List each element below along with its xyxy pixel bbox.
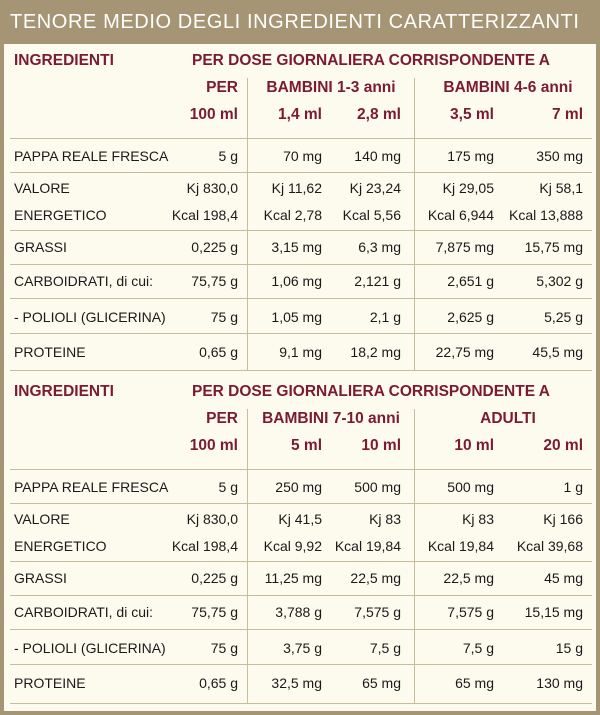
- row-divider: [10, 298, 592, 299]
- row-value: 9,1 mg: [279, 344, 322, 360]
- row-label: GRASSI: [14, 239, 67, 255]
- row-value: 7,5 g: [462, 640, 494, 656]
- dose-header: PER DOSE GIORNALIERA CORRISPONDENTE A: [192, 383, 550, 400]
- column-header-3: 3,5 ml: [450, 106, 494, 123]
- row-divider: [10, 230, 592, 231]
- row-value: 15,75 mg: [524, 239, 583, 255]
- column-header-1: 1,4 ml: [278, 106, 322, 123]
- column-divider: [247, 78, 248, 370]
- row-value: 5,302 g: [536, 273, 583, 289]
- row-value: 22,5 mg: [350, 570, 401, 586]
- row-label: ENERGETICO: [14, 538, 107, 554]
- row-value: Kcal 19,84: [427, 538, 494, 554]
- row-value: 5,25 g: [544, 309, 583, 325]
- row-value: 70 mg: [283, 148, 322, 164]
- row-value: 65 mg: [455, 675, 494, 691]
- group-a-label: BAMBINI 1-3 anni: [266, 79, 396, 96]
- row-value: 2,625 g: [447, 309, 494, 325]
- row-value: Kcal 13,888: [509, 207, 583, 223]
- row-value: 45,5 mg: [532, 344, 583, 360]
- row-value: 22,75 mg: [435, 344, 494, 360]
- row-value: 6,3 mg: [358, 239, 401, 255]
- row-divider: [10, 629, 592, 630]
- row-divider: [10, 595, 592, 596]
- row-value: 65 mg: [362, 675, 401, 691]
- row-value: 75 g: [210, 309, 238, 325]
- row-value: 1 g: [563, 479, 583, 495]
- per-label: PER: [206, 410, 238, 427]
- row-divider: [10, 370, 592, 371]
- per-label: PER: [206, 79, 238, 96]
- row-value: 500 mg: [354, 479, 401, 495]
- table-panel: [4, 44, 596, 711]
- per-unit-label: 100 ml: [189, 106, 238, 123]
- row-value: Kcal 6,944: [427, 207, 494, 223]
- row-label: VALORE: [14, 511, 70, 527]
- row-value: Kj 830,0: [186, 511, 238, 527]
- row-value: Kj 83: [462, 511, 494, 527]
- row-value: 500 mg: [447, 479, 494, 495]
- row-value: 250 mg: [275, 479, 322, 495]
- row-label: - POLIOLI (GLICERINA): [14, 309, 166, 325]
- row-label: - POLIOLI (GLICERINA): [14, 640, 166, 656]
- row-value: 2,651 g: [447, 273, 494, 289]
- row-value: 7,5 g: [369, 640, 401, 656]
- row-divider: [10, 664, 592, 665]
- row-value: Kj 83: [369, 511, 401, 527]
- row-value: Kcal 198,4: [171, 538, 238, 554]
- row-value: 22,5 mg: [443, 570, 494, 586]
- row-value: 75,75 g: [191, 273, 238, 289]
- row-value: 3,788 g: [275, 604, 322, 620]
- row-label: PROTEINE: [14, 344, 86, 360]
- row-value: 1,05 mg: [271, 309, 322, 325]
- row-divider: [10, 561, 592, 562]
- row-value: 2,1 g: [369, 309, 401, 325]
- row-value: Kj 23,24: [349, 180, 401, 196]
- row-label: VALORE: [14, 180, 70, 196]
- row-value: Kj 58,1: [539, 180, 583, 196]
- row-value: 140 mg: [354, 148, 401, 164]
- table-title: TENORE MEDIO DEGLI INGREDIENTI CARATTERIZZANTI: [0, 0, 600, 44]
- row-value: 18,2 mg: [350, 344, 401, 360]
- row-value: Kcal 198,4: [171, 207, 238, 223]
- row-value: 1,06 mg: [271, 273, 322, 289]
- dose-header: PER DOSE GIORNALIERA CORRISPONDENTE A: [192, 52, 550, 69]
- row-value: 15,15 mg: [524, 604, 583, 620]
- row-value: Kcal 2,78: [263, 207, 322, 223]
- row-label: CARBOIDRATI, di cui:: [14, 604, 153, 620]
- row-value: 0,65 g: [199, 675, 238, 691]
- group-b-label: BAMBINI 4-6 anni: [443, 79, 573, 96]
- row-value: 350 mg: [536, 148, 583, 164]
- row-value: 3,75 g: [283, 640, 322, 656]
- row-divider: [10, 264, 592, 265]
- column-header-2: 2,8 ml: [357, 106, 401, 123]
- row-value: 0,65 g: [199, 344, 238, 360]
- ingredients-header: INGREDIENTI: [14, 383, 114, 400]
- column-divider: [414, 78, 415, 370]
- row-label: GRASSI: [14, 570, 67, 586]
- row-value: 2,121 g: [354, 273, 401, 289]
- row-label: PAPPA REALE FRESCA: [14, 479, 169, 495]
- row-value: 75,75 g: [191, 604, 238, 620]
- row-divider: [10, 138, 592, 139]
- row-value: 0,225 g: [191, 239, 238, 255]
- row-value: 32,5 mg: [271, 675, 322, 691]
- row-value: 175 mg: [447, 148, 494, 164]
- column-header-4: 7 ml: [551, 106, 583, 123]
- row-value: Kj 830,0: [186, 180, 238, 196]
- per-unit-label: 100 ml: [189, 437, 238, 454]
- column-header-2: 10 ml: [361, 437, 401, 454]
- group-b-label: ADULTI: [480, 410, 536, 427]
- row-value: Kcal 5,56: [342, 207, 401, 223]
- row-value: Kcal 9,92: [263, 538, 322, 554]
- row-value: Kj 41,5: [278, 511, 322, 527]
- row-value: 3,15 mg: [271, 239, 322, 255]
- column-header-3: 10 ml: [454, 437, 494, 454]
- row-value: 130 mg: [536, 675, 583, 691]
- row-value: 0,225 g: [191, 570, 238, 586]
- row-value: 7,575 g: [447, 604, 494, 620]
- row-divider: [10, 703, 592, 704]
- row-label: CARBOIDRATI, di cui:: [14, 273, 153, 289]
- ingredients-header: INGREDIENTI: [14, 52, 114, 69]
- row-label: PROTEINE: [14, 675, 86, 691]
- row-value: 5 g: [218, 479, 238, 495]
- row-label: PAPPA REALE FRESCA: [14, 148, 169, 164]
- row-value: Kj 29,05: [442, 180, 494, 196]
- row-value: 11,25 mg: [264, 570, 322, 586]
- row-divider: [10, 172, 592, 173]
- row-value: Kcal 39,68: [516, 538, 583, 554]
- row-value: 45 mg: [544, 570, 583, 586]
- row-value: 15 g: [555, 640, 583, 656]
- row-value: Kj 166: [543, 511, 583, 527]
- row-divider: [10, 503, 592, 504]
- row-divider: [10, 469, 592, 470]
- column-header-1: 5 ml: [290, 437, 322, 454]
- row-value: Kcal 19,84: [334, 538, 401, 554]
- group-a-label: BAMBINI 7-10 anni: [262, 410, 400, 427]
- row-value: 7,875 mg: [435, 239, 494, 255]
- column-divider: [414, 409, 415, 703]
- row-value: 5 g: [218, 148, 238, 164]
- column-header-4: 20 ml: [543, 437, 583, 454]
- row-value: 75 g: [210, 640, 238, 656]
- row-value: Kj 11,62: [271, 180, 322, 196]
- column-divider: [247, 409, 248, 703]
- row-divider: [10, 333, 592, 334]
- row-label: ENERGETICO: [14, 207, 107, 223]
- row-value: 7,575 g: [354, 604, 401, 620]
